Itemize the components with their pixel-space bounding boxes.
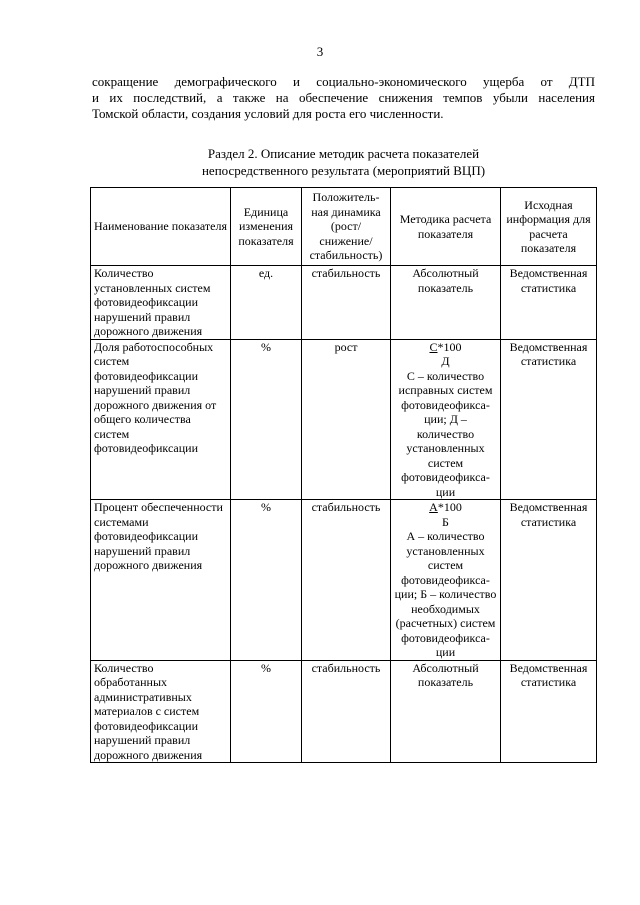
cell-dynamics: рост xyxy=(302,339,391,500)
section-title xyxy=(92,145,595,179)
header-source: Исходная информация для расчета показателя xyxy=(501,188,597,266)
cell-name: Количество установленных систем фотовидеофиксации нарушений правил дорожного движения xyxy=(91,266,231,340)
cell-name: Процент обеспеченности системами фотовидеофиксации нарушений правил дорожного движения xyxy=(91,500,231,661)
cell-method: Абсолютный показатель xyxy=(391,266,501,340)
formula-denominator: Б xyxy=(442,514,449,529)
header-name: Наименование показателя xyxy=(91,188,231,266)
table-row xyxy=(91,500,597,661)
table-row xyxy=(91,339,597,500)
cell-source: Ведомственная статистика xyxy=(501,339,597,500)
formula-denominator: Д xyxy=(441,354,450,368)
table-row xyxy=(91,660,597,763)
cell-dynamics: стабильность xyxy=(302,500,391,661)
cell-unit: % xyxy=(231,660,302,763)
cell-method: Абсолютный показатель xyxy=(391,660,501,763)
intro-line: сокращение демографического и социально-экономического ущерба от ДТП xyxy=(92,74,595,89)
cell-unit: % xyxy=(231,339,302,500)
formula-numerator: А*100 xyxy=(429,500,462,514)
intro-line: Томской области, создания условий для роста его численности. xyxy=(92,106,444,121)
cell-unit: ед. xyxy=(231,266,302,340)
table-row xyxy=(91,266,597,340)
cell-source: Ведомственная статистика xyxy=(501,660,597,763)
section-title-line2: непосредственного результата (мероприятий ВЦП) xyxy=(201,163,486,178)
cell-unit: % xyxy=(231,500,302,661)
cell-name: Доля работоспособных систем фотовидеофиксации нарушений правил дорожного движения от общего количества систем фотовидеофиксации xyxy=(91,339,231,500)
section-title-line1: Раздел 2. Описание методик расчета показателей xyxy=(207,146,480,161)
table-header-row xyxy=(91,188,597,266)
formula-description: А – количество установленных систем фотовидеофикса-ции; Б – количество необходимых (расчетных) систем фотовидеофикса-ции xyxy=(394,529,497,659)
page-number: 3 xyxy=(316,44,324,59)
formula-description: С – количество исправных систем фотовидеофикса-ции; Д – количество установленных систем фотовидеофикса-ции xyxy=(398,368,493,499)
cell-dynamics: стабильность xyxy=(302,266,391,340)
cell-source: Ведомственная статистика xyxy=(501,266,597,340)
cell-source: Ведомственная статистика xyxy=(501,500,597,661)
formula-numerator: С*100 xyxy=(429,339,462,354)
cell-method xyxy=(391,500,501,661)
cell-dynamics: стабильность xyxy=(302,660,391,763)
intro-line: и их последствий, а также на обеспечение снижения темпов убыли населения xyxy=(92,90,595,105)
cell-method xyxy=(391,339,501,500)
metrics-table xyxy=(90,187,597,763)
cell-name: Количество обработанных административных материалов с систем фотовидеофиксации нарушений правил дорожного движения xyxy=(91,660,231,763)
header-unit: Единица изменения показателя xyxy=(231,188,302,266)
header-dynamics: Положитель-ная динамика (рост/ снижение/ стабильность) xyxy=(302,188,391,266)
header-method: Методика расчета показателя xyxy=(391,188,501,266)
intro-paragraph xyxy=(92,74,595,122)
